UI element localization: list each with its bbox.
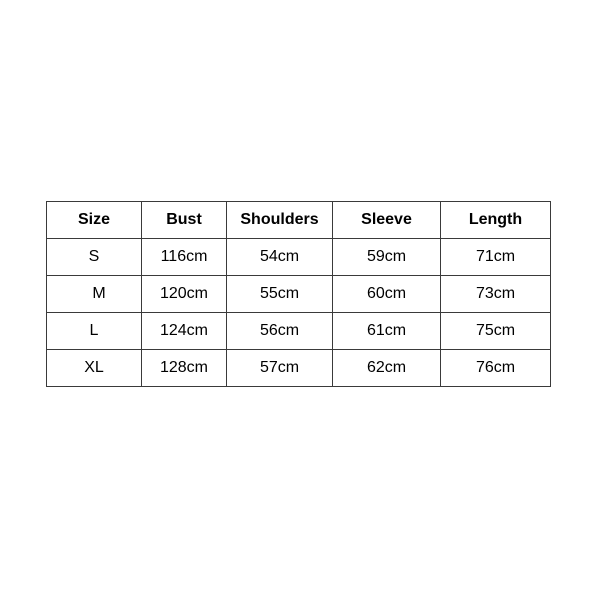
bust-cell: 128cm <box>142 350 227 387</box>
size-chart-body <box>47 239 551 387</box>
size-chart-table <box>46 201 551 387</box>
header-sleeve: Sleeve <box>333 202 441 239</box>
header-bust: Bust <box>142 202 227 239</box>
table-row <box>47 350 551 387</box>
size-cell: S <box>47 239 142 276</box>
sleeve-cell: 59cm <box>333 239 441 276</box>
length-cell: 76cm <box>441 350 551 387</box>
table-row <box>47 313 551 350</box>
sleeve-cell: 62cm <box>333 350 441 387</box>
size-cell: L <box>47 313 142 350</box>
header-row <box>47 202 551 239</box>
length-cell: 71cm <box>441 239 551 276</box>
bust-cell: 116cm <box>142 239 227 276</box>
length-cell: 73cm <box>441 276 551 313</box>
table-row <box>47 276 551 313</box>
size-cell: XL <box>47 350 142 387</box>
table-row <box>47 239 551 276</box>
sleeve-cell: 60cm <box>333 276 441 313</box>
length-cell: 75cm <box>441 313 551 350</box>
header-size: Size <box>47 202 142 239</box>
shoulders-cell: 54cm <box>227 239 333 276</box>
shoulders-cell: 56cm <box>227 313 333 350</box>
shoulders-cell: 55cm <box>227 276 333 313</box>
bust-cell: 124cm <box>142 313 227 350</box>
shoulders-cell: 57cm <box>227 350 333 387</box>
header-length: Length <box>441 202 551 239</box>
header-shoulders: Shoulders <box>227 202 333 239</box>
size-chart-header <box>47 202 551 239</box>
bust-cell: 120cm <box>142 276 227 313</box>
size-cell: M <box>47 276 142 313</box>
sleeve-cell: 61cm <box>333 313 441 350</box>
